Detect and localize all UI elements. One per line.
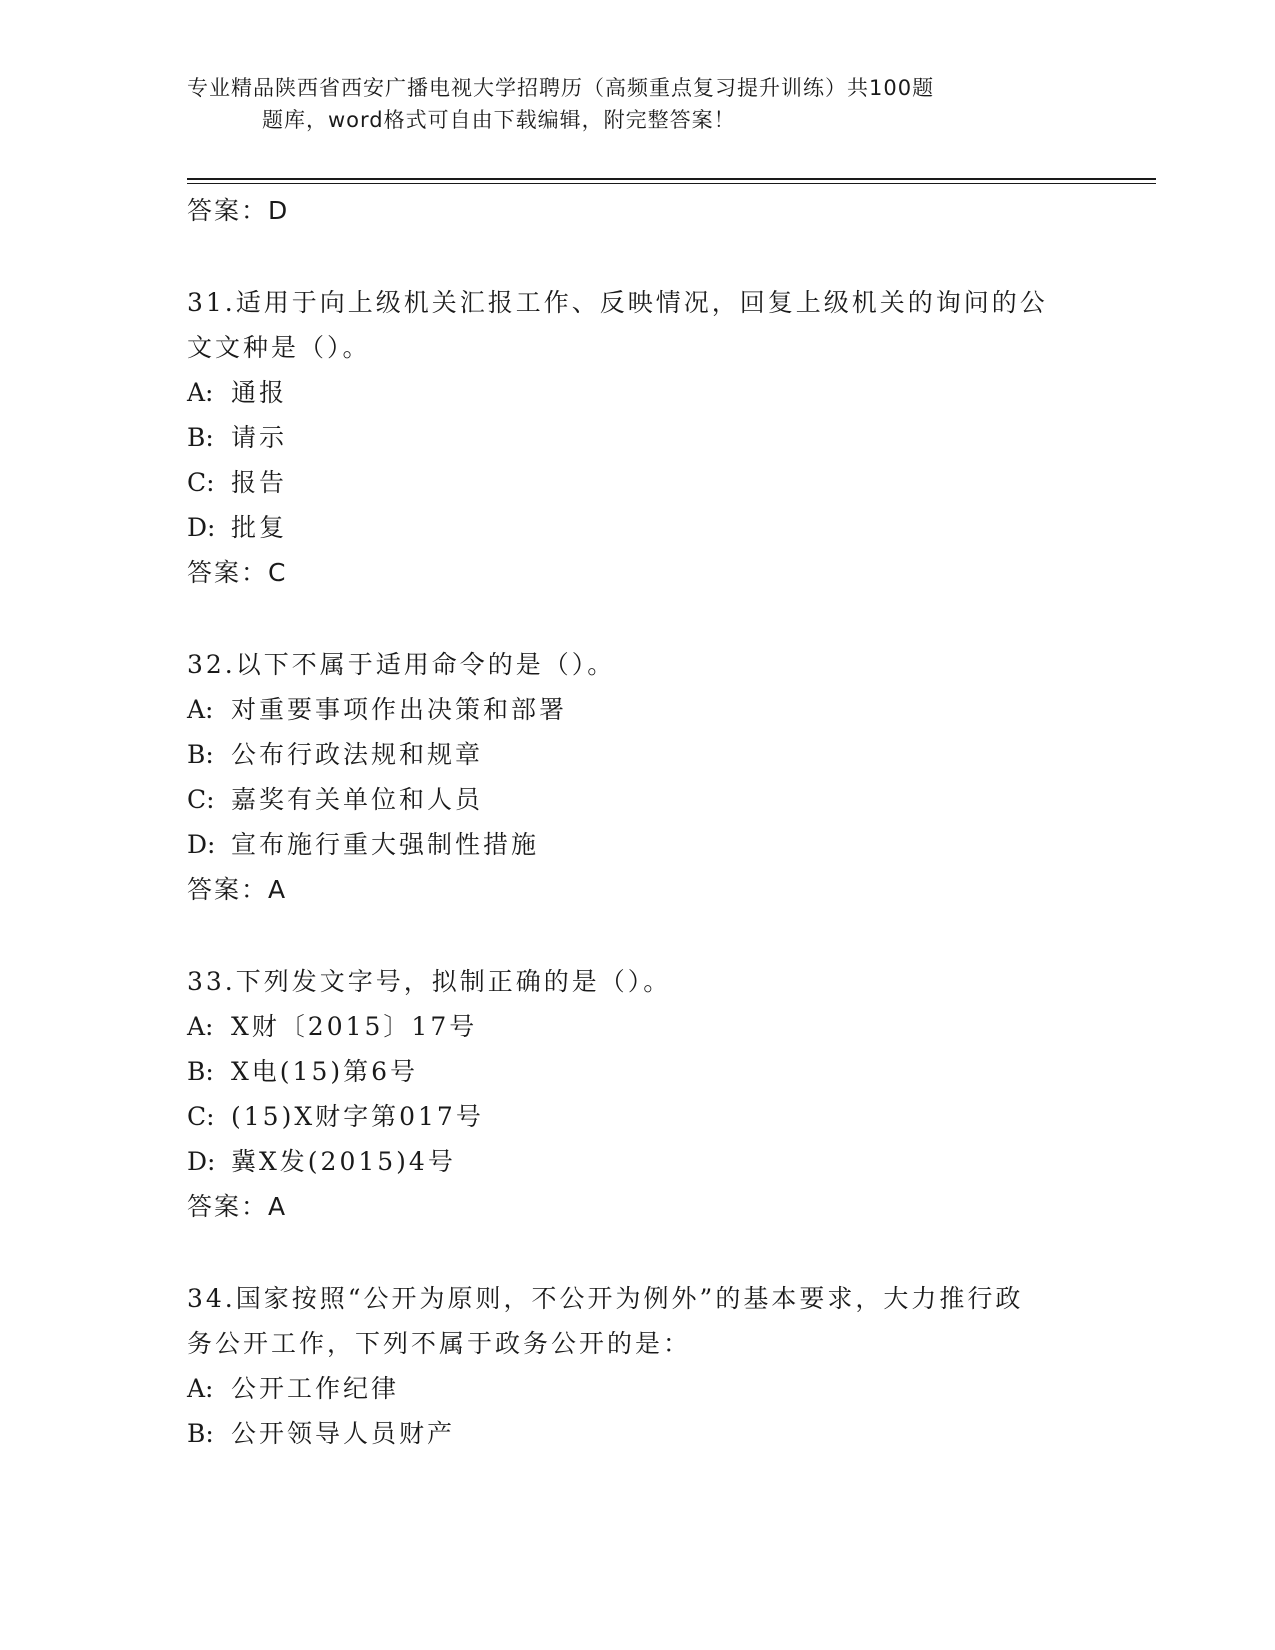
- question-list: [187, 188, 1087, 1456]
- option-letter: B:: [187, 423, 214, 452]
- option-text: X财〔2015〕17号: [231, 1012, 478, 1041]
- option-letter: D:: [187, 513, 216, 542]
- option-text: (15)X财字第017号: [231, 1102, 484, 1131]
- option-letter: D:: [187, 830, 216, 859]
- option-text: 公开领导人员财产: [231, 1419, 456, 1448]
- option-b: [187, 1049, 1087, 1094]
- option-letter: B:: [187, 1419, 214, 1448]
- option-text: 宣布施行重大强制性措施: [231, 830, 540, 859]
- option-text: 请示: [231, 423, 288, 452]
- question-stem-line: 务公开工作，下列不属于政务公开的是：: [187, 1329, 692, 1358]
- question-stem-line: 34.国家按照“公开为原则，不公开为例外”的基本要求，大力推行政: [187, 1284, 1024, 1313]
- question-34: [187, 1276, 1087, 1456]
- option-text: 公开工作纪律: [231, 1374, 400, 1403]
- answer-line: 答案：A: [187, 1192, 288, 1221]
- option-c: [187, 460, 1087, 505]
- option-letter: B:: [187, 740, 214, 769]
- question-33: [187, 959, 1087, 1230]
- option-letter: A:: [187, 695, 214, 724]
- option-letter: D:: [187, 1147, 216, 1176]
- option-letter: C:: [187, 468, 215, 497]
- option-text: 冀X发(2015)4号: [231, 1147, 456, 1176]
- header-divider-thick: [187, 178, 1156, 180]
- option-a: [187, 687, 1087, 732]
- option-c: [187, 1094, 1087, 1139]
- answer-line: 答案：C: [187, 558, 288, 587]
- option-d: [187, 1139, 1087, 1184]
- option-d: [187, 505, 1087, 550]
- answer-line: 答案：D: [187, 196, 290, 225]
- question-stem-line: 32.以下不属于适用命令的是（）。: [187, 650, 616, 679]
- option-letter: C:: [187, 1102, 215, 1131]
- question-stem-line: 33.下列发文字号，拟制正确的是（）。: [187, 967, 672, 996]
- question-stem-line: 文文种是（）。: [187, 333, 371, 362]
- option-b: [187, 732, 1087, 777]
- option-text: 通报: [231, 378, 288, 407]
- header-line-2: 题库，word格式可自由下载编辑，附完整答案！: [262, 108, 736, 132]
- question-32: [187, 642, 1087, 913]
- option-text: X电(15)第6号: [231, 1057, 419, 1086]
- document-header: [187, 72, 1047, 136]
- option-text: 批复: [231, 513, 288, 542]
- question-stem-line: 31.适用于向上级机关汇报工作、反映情况，回复上级机关的询问的公: [187, 288, 1048, 317]
- option-text: 报告: [231, 468, 288, 497]
- option-b: [187, 415, 1087, 460]
- question-31: [187, 280, 1087, 596]
- option-text: 公布行政法规和规章: [231, 740, 484, 769]
- option-a: [187, 1366, 1087, 1411]
- option-letter: B:: [187, 1057, 214, 1086]
- option-text: 嘉奖有关单位和人员: [231, 785, 484, 814]
- option-text: 对重要事项作出决策和部署: [231, 695, 568, 724]
- option-letter: C:: [187, 785, 215, 814]
- header-line-1: 专业精品陕西省西安广播电视大学招聘历（高频重点复习提升训练）共100题: [187, 76, 935, 100]
- option-b: [187, 1411, 1087, 1456]
- option-letter: A:: [187, 1374, 214, 1403]
- option-a: [187, 1004, 1087, 1049]
- header-divider-thin: [187, 183, 1156, 184]
- option-c: [187, 777, 1087, 822]
- answer-line: 答案：A: [187, 875, 288, 904]
- option-a: [187, 370, 1087, 415]
- option-letter: A:: [187, 1012, 214, 1041]
- option-d: [187, 822, 1087, 867]
- option-letter: A:: [187, 378, 214, 407]
